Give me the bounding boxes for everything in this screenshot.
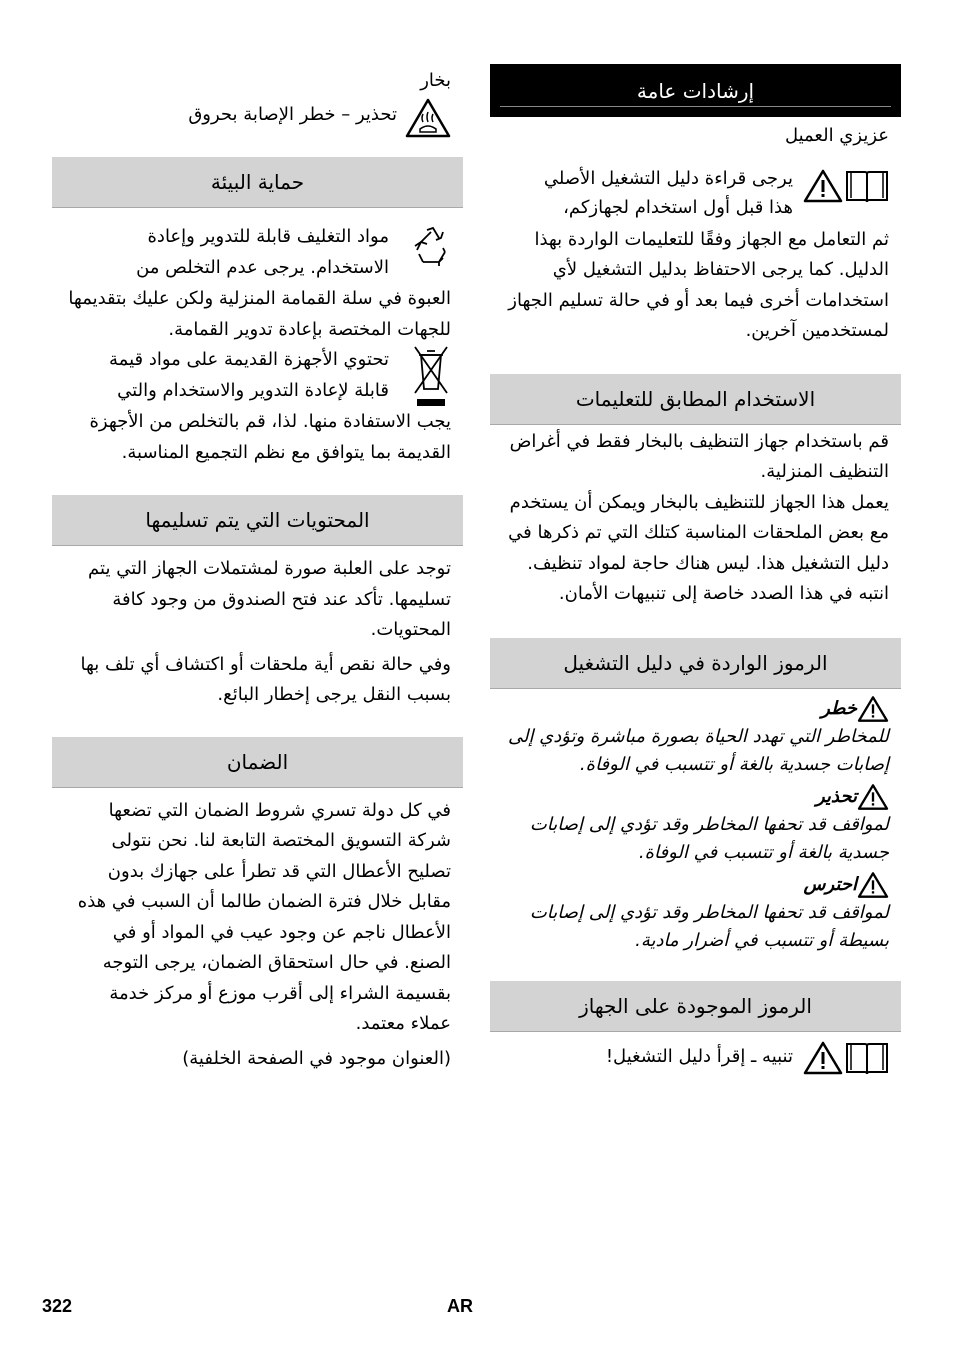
page-number: 322 [42,1296,73,1316]
warning-text: لمواقف قد تحفها المخاطر وقد تؤدي إلى إصابات جسدية بالغة أو تتسبب في الوفاة. [529,813,889,863]
manual-notice-line1: يرجى قراءة دليل التشغيل الأصلي [543,167,793,189]
packaging-body: العبوة في سلة القمامة المنزلية ولكن عليك بتقديمها للجهات المختصة بإعادة تدوير القمامة. [68,288,451,340]
section-header-symbols-device [490,981,901,1032]
section-header-symbols-manual [490,638,901,689]
section-header-intended-use [490,374,901,425]
weee-body: يجب الاستفادة منها. لذا، قم بالتخلص من الأجهزة القديمة بما يتوافق مع نظم التجميع المناسبة. [89,411,451,463]
packaging-line2: الاستخدام. يرجى عدم التخلص من [136,256,389,278]
manual-book-icon [845,1040,889,1076]
device-symbol-text: تنبيه ـ إقرأ دليل التشغيل! [605,1045,793,1067]
intended-use-p2: يعمل هذا الجهاز للتنظيف بالبخار ويمكن أن يستخدم مع بعض الملحقات المناسبة كتلك التي تم ذكرها في دليل التشغيل هذا. ليس هناك حاجة لمواد تنظيف. انتبه في هذا الصدد خاصة إلى تنبيهات الأمان. [508,491,889,604]
section-title: إرشادات عامة [500,64,891,107]
contents-p1: توجد على العلبة صورة لمشتملات الجهاز التي يتم تسليمها. تأكد عند فتح الصندوق من وجود كافة المحتويات. [88,558,451,640]
device-symbol-row [490,1040,901,1084]
manual-notice-icons [803,168,889,204]
section-title: الرموز الواردة في دليل التشغيل [563,650,828,675]
section-title: حماية البيئة [210,170,305,194]
crossed-bin-icon [411,345,451,409]
caution-text: لمواقف قد تحفها المخاطر وقد تؤدي إلى إصابات بسيطة أو تتسبب في أضرار مادية. [529,901,889,951]
warning-triangle-icon [803,1040,843,1076]
warranty-p2: (العنوان موجود في الصفحة الخلفية) [182,1047,451,1069]
greeting: عزيزي العميل [784,125,889,146]
steam-warning-text: تحذير – خطر الإصابة بحروق [188,104,397,125]
warning-triangle-icon [857,783,889,811]
caution-block [490,871,901,955]
packaging-recycle-row [52,222,463,284]
section-header-contents [52,495,463,546]
contents-p2: وفي حالة نقص أية ملحقات أو اكتشاف أي تلف بها بسبب النقل يرجى إخطار البائع. [80,653,451,705]
caution-label-line [502,871,889,899]
manual-notice-row [490,164,901,225]
manual-book-icon [845,168,889,204]
warning-label: تحذير [815,785,857,807]
danger-text: للمخاطر التي تهدد الحياة بصورة مباشرة وتؤدي إلى إصابات جسدية بالغة أو تتسبب في الوفاة. [507,725,889,775]
weee-row [52,345,463,407]
manual-notice-line2: هذا قبل أول استخدام لجهازكم، [563,196,793,218]
packaging-line1: مواد التغليف قابلة للتدوير وإعادة [147,226,389,247]
right-column [490,64,901,1084]
warning-triangle-icon [857,871,889,899]
danger-label: خطر [821,697,857,719]
hot-steam-icon [405,98,451,138]
warning-block [490,783,901,867]
section-title: الضمان [226,749,289,774]
warning-label-line [502,783,889,811]
steam-title: بخار [420,70,451,91]
danger-block [490,695,901,779]
device-symbol-icons [803,1040,889,1076]
warning-triangle-icon [803,168,843,204]
weee-line1: تحتوي الأجهزة القديمة على مواد قيمة [109,349,389,370]
steam-block [52,64,463,140]
danger-label-line [502,695,889,723]
caution-label: احترس [803,873,857,895]
section-header-general [490,64,901,116]
left-column [52,64,463,1074]
steam-warning-row [64,98,451,136]
language-code: AR [447,1296,473,1316]
section-header-warranty [52,737,463,788]
warranty-p1: في كل دولة تسري شروط الضمان التي تضعها شركة التسويق المختصة التابعة لنا. نحن نتولى تصليح الأعطال التي قد تطرأ على جهازك بدون مقابل خلال فترة الضمان طالما أن السبب في هذه الأعطال ناجم عن وجود عيب في المواد أو في الصنع. في حال استحقاق الضمان، يرجى التوجه بقسيمة الشراء إلى أقرب موزع أو مركز خدمة عملاء معتمد. [77,799,451,1034]
recycle-icon [409,224,453,268]
general-body: ثم التعامل مع الجهاز وفقًا للتعليمات الواردة بهذا الدليل. كما يرجى الاحتفاظ بدليل التشغيل لأي استخدامات أخرى فيما بعد أو في حالة تسليم الجهاز لمستخدمين آخرين. [508,228,889,341]
section-title: الاستخدام المطابق للتعليمات [575,386,816,411]
intended-use-p1: قم باستخدام جهاز التنظيف بالبخار فقط في أغراض التنظيف المنزلية. [509,430,889,482]
warning-triangle-icon [857,695,889,723]
section-header-environment [52,157,463,208]
weee-line2: قابلة لإعادة التدوير والاستخدام والتي [117,379,389,401]
section-title: الرموز الموجودة على الجهاز [579,993,812,1018]
section-title: المحتويات التي يتم تسليمها [145,508,370,532]
